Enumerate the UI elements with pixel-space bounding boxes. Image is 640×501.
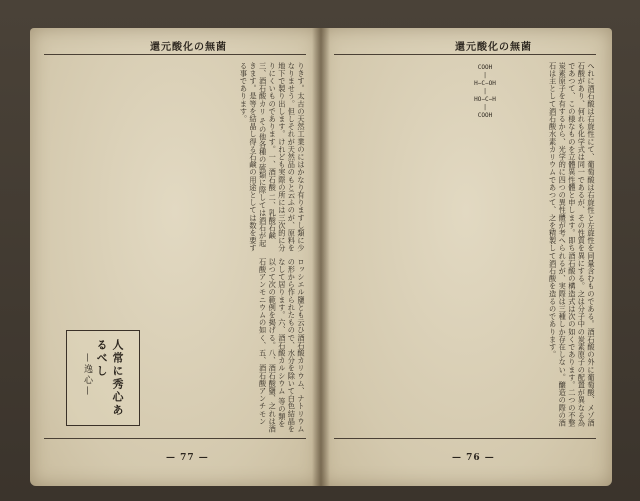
formula-line: COOH [477, 64, 493, 71]
right-footer-rule [334, 438, 596, 439]
formula-line: H−C−OH [474, 80, 496, 87]
right-page-text [334, 62, 596, 434]
left-page-number: — 77 — [166, 453, 209, 463]
formula-line: | [483, 72, 487, 79]
right-running-title: 還元酸化の無菌 [455, 42, 532, 53]
right-main-paragraph: へれに酒石酸は右旋性にて、葡萄酸は右旋性と左旋性を同量含むものである。酒石酸の外に葡萄酸、メゾ酒石酸があり、何れも化学式は同一であるが、その性質を異にする。之は分子中の炭素原子の配置が異なる為であつて、この様なものを立體異性體と申します。即ち酒石酸の構造式は次の如くであります。二つの不整炭素原子を有するから、光学的に四つの異性體が考へられるが、実際は三種しか存在しない。醸造の際の酒石は主として酒石酸水素カリウムであつて、之を精製して酒石酸を造るのであります。 [548, 62, 596, 427]
tartaric-acid-formula [470, 64, 500, 140]
formula-line: COOH [477, 112, 493, 119]
notice-box [66, 330, 140, 426]
formula-line: | [483, 88, 487, 95]
left-page-lower-text [150, 258, 306, 434]
left-footer-rule [44, 438, 306, 439]
book-gutter [312, 28, 330, 486]
left-page-upper-text [44, 62, 306, 252]
left-running-title: 還元酸化の無菌 [150, 42, 227, 53]
left-header-rule [44, 54, 306, 55]
left-upper-paragraph: りきす。太古の天然工業のにはかなり有りますし類に少なりませう。但しそれが天然品のもと云ふのが、原料を地下で製り出します。けれども実際の所には三次的に分りにくいものであります。一、酒石酸 二、乳酸石鹸 三、酒石酸カリ その他各種の硫類に際しては酒石が起きます。是等を結晶し得る石鹸の用途としては数を要する事であります。 [239, 62, 306, 252]
formula-line: HO−C−H [474, 96, 496, 103]
notice-author: —逸心— [82, 353, 92, 397]
right-header-rule [334, 54, 596, 55]
right-page-number: — 76 — [452, 453, 495, 463]
left-lower-paragraph: ロッシエル鹽とも云ひ酒石酸カリウム、ナトリウムの形から作られたもので、水分を除いて白色結晶をなして居ります。六、酒石酸カルシウム 等の類を以つて次の範例を掲げる。八、酒石酸鹽、之れは酒石酸アンモニウムの如く、五、酒石酸アンチモン [258, 258, 306, 433]
formula-line: | [483, 104, 487, 111]
notice-text: 人常に秀心あるべし [95, 339, 124, 417]
